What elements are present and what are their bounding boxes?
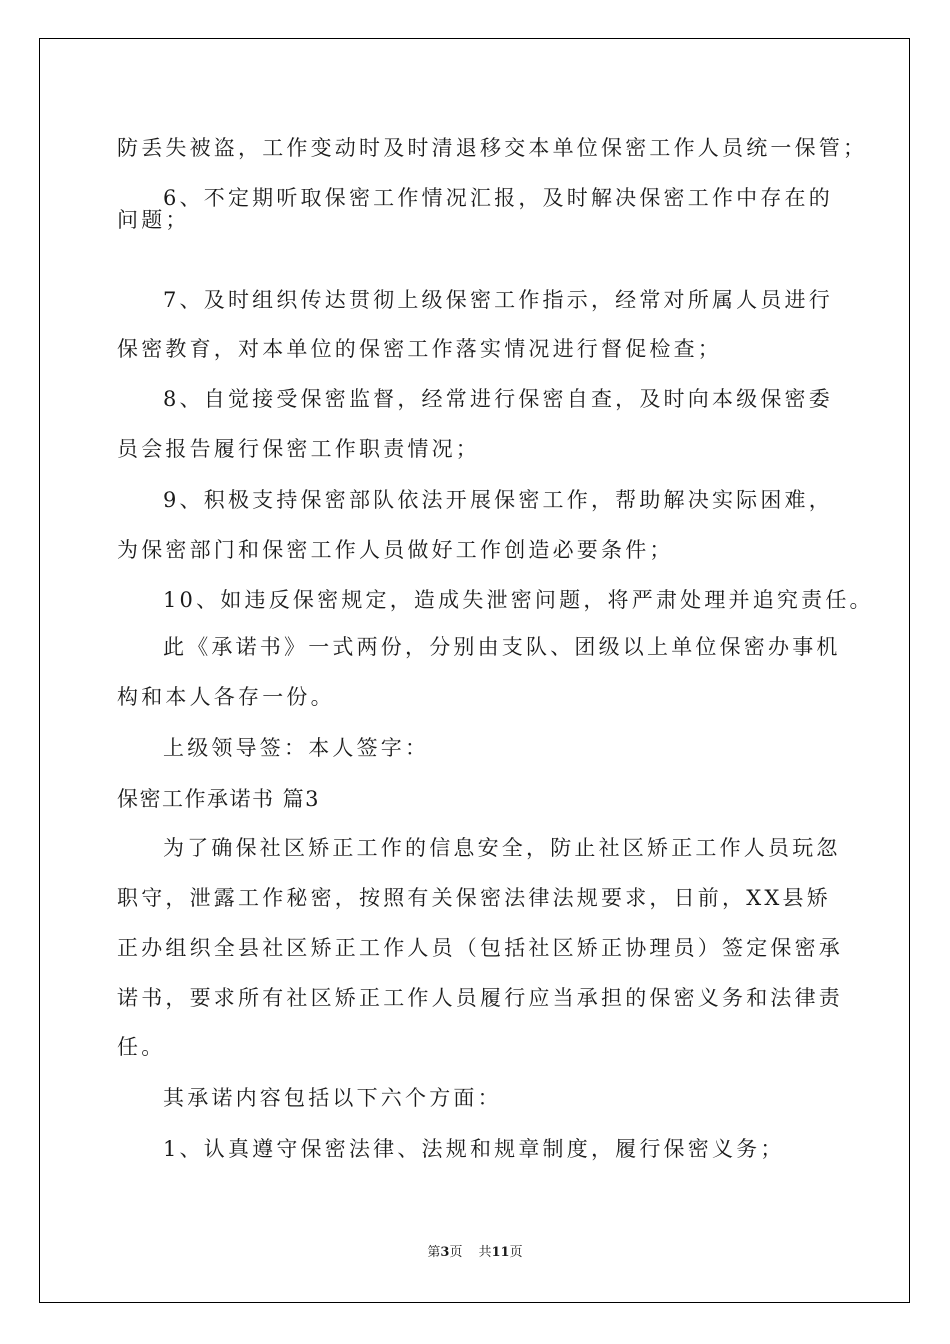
text-line-11: 此《承诺书》一式两份，分别由支队、团级以上单位保密办事机 <box>163 635 841 659</box>
text-line-6: 8、自觉接受保密监督，经常进行保密自查，及时向本级保密委 <box>163 387 833 411</box>
page-number: 3 <box>440 1245 450 1260</box>
text-line-1: 防丢失被盗，工作变动时及时清退移交本单位保密工作人员统一保管； <box>117 136 868 160</box>
text-line-15: 为了确保社区矫正工作的信息安全，防止社区矫正工作人员玩忽 <box>163 836 841 860</box>
text-line-18: 诺书，要求所有社区矫正工作人员履行应当承担的保密义务和法律责 <box>117 986 843 1010</box>
text-line-8: 9、积极支持保密部队依法开展保密工作，帮助解决实际困难， <box>163 488 833 512</box>
page-footer <box>0 1244 950 1262</box>
text-line-3: 问题； <box>117 208 190 232</box>
text-line-12: 构和本人各存一份。 <box>117 685 335 709</box>
total-pages: 11 <box>491 1245 510 1260</box>
text-line-19: 任。 <box>117 1035 166 1059</box>
text-line-21: 1、认真遵守保密法律、法规和规章制度，履行保密义务； <box>163 1137 785 1161</box>
text-line-5: 保密教育，对本单位的保密工作落实情况进行督促检查； <box>117 337 722 361</box>
text-line-17: 正办组织全县社区矫正工作人员（包括社区矫正协理员）签定保密承 <box>117 936 843 960</box>
total-suffix: 页 <box>509 1245 523 1260</box>
text-line-20: 其承诺内容包括以下六个方面： <box>163 1086 502 1110</box>
section-heading: 保密工作承诺书 篇3 <box>117 787 321 811</box>
text-line-16: 职守，泄露工作秘密，按照有关保密法律法规要求，日前，XX县矫 <box>117 886 831 910</box>
page-suffix: 页 <box>449 1245 463 1260</box>
text-line-7: 员会报告履行保密工作职责情况； <box>117 437 480 461</box>
total-prefix: 共 <box>478 1245 492 1260</box>
signature-line: 上级领导签：本人签字： <box>163 736 430 760</box>
text-line-9: 为保密部门和保密工作人员做好工作创造必要条件； <box>117 538 674 562</box>
text-line-2: 6、不定期听取保密工作情况汇报，及时解决保密工作中存在的 <box>163 186 833 210</box>
text-line-10: 10、如违反保密规定，造成失泄密问题，将严肃处理并追究责任。 <box>163 588 874 612</box>
text-line-4: 7、及时组织传达贯彻上级保密工作指示，经常对所属人员进行 <box>163 288 833 312</box>
page-prefix: 第 <box>427 1245 441 1260</box>
